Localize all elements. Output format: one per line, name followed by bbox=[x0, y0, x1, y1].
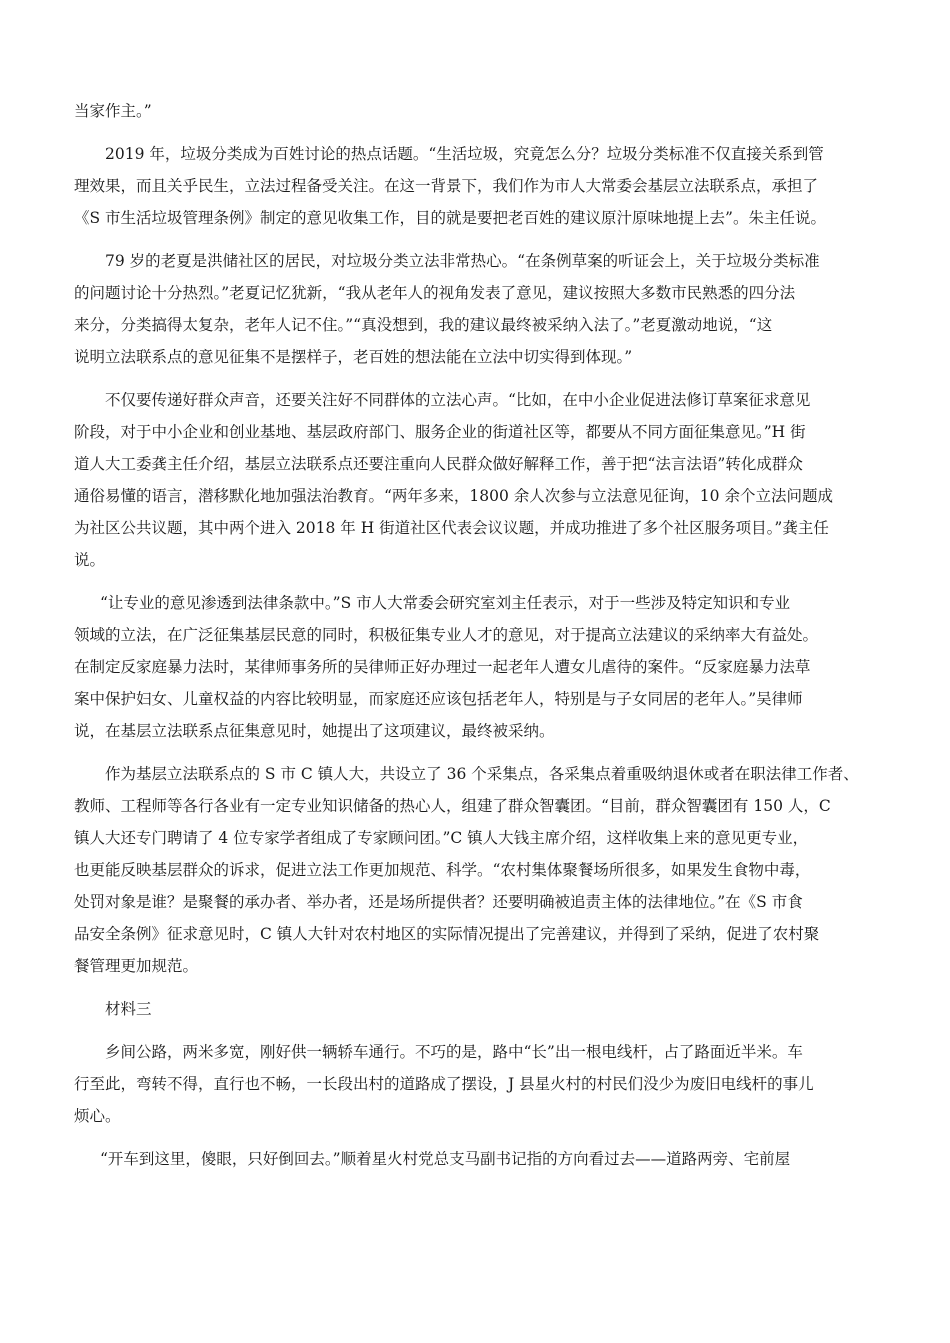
text-line: 处罚对象是谁？是聚餐的承办者、举办者，还是场所提供者？还要明确被追责主体的法律地位。”在《S 市食 bbox=[74, 893, 803, 911]
text-line: 道人大工委龚主任介绍，基层立法联系点还要注重向人民群众做好解释工作，善于把“法言法语”转化成群众 bbox=[74, 455, 803, 473]
text-line: 作为基层立法联系点的 S 市 C 镇人大，共设立了 36 个采集点，各采集点着重吸纳退休或者在职法律工作者、 bbox=[105, 765, 859, 783]
text-line: 教师、工程师等各行各业有一定专业知识储备的热心人，组建了群众智囊团。“目前，群众智囊团有 150 人，C bbox=[74, 797, 831, 815]
text-line: 说明立法联系点的意见征集不是摆样子，老百姓的想法能在立法中切实得到体现。” bbox=[74, 348, 633, 366]
text-line: 79 岁的老夏是洪储社区的居民，对垃圾分类立法非常热心。“在条例草案的听证会上，关于垃圾分类标准 bbox=[105, 252, 820, 270]
paragraph bbox=[74, 384, 880, 576]
text-line: 阶段，对于中小企业和创业基地、基层政府部门、服务企业的街道社区等，都要从不同方面征集意见。”H 街 bbox=[74, 423, 806, 441]
paragraph bbox=[74, 1036, 880, 1132]
text-line: 通俗易懂的语言，潜移默化地加强法治教育。“两年多来，1800 余人次参与立法意见征询，10 余个立法问题成 bbox=[74, 487, 833, 505]
text-line: 案中保护妇女、儿童权益的内容比较明显，而家庭还应该包括老年人，特别是与子女同居的老年人。”吴律师 bbox=[74, 690, 803, 708]
paragraph bbox=[74, 758, 880, 982]
text-line: 的问题讨论十分热烈。”老夏记忆犹新，“我从老年人的视角发表了意见，建议按照大多数市民熟悉的四分法 bbox=[74, 284, 796, 302]
section-heading bbox=[74, 993, 880, 1025]
paragraph bbox=[74, 95, 880, 127]
text-line: 说，在基层立法联系点征集意见时，她提出了这项建议，最终被采纳。 bbox=[74, 722, 555, 740]
text-line: 材料三 bbox=[105, 1000, 152, 1018]
paragraph bbox=[74, 1143, 880, 1175]
text-line: 也更能反映基层群众的诉求，促进立法工作更加规范、科学。“农村集体聚餐场所很多，如果发生食物中毒， bbox=[74, 861, 811, 879]
paragraph bbox=[74, 138, 880, 234]
text-line: 镇人大还专门聘请了 4 位专家学者组成了专家顾问团。”C 镇人大钱主席介绍，这样收集上来的意见更专业， bbox=[74, 829, 809, 847]
text-line: 《S 市生活垃圾管理条例》制定的意见收集工作，目的就是要把老百姓的建议原汁原味地提上去”。朱主任说。 bbox=[74, 209, 826, 227]
text-line: 当家作主。” bbox=[74, 102, 152, 120]
text-line: 行至此，弯转不得，直行也不畅，一长段出村的道路成了摆设，J 县星火村的村民们没少为废旧电线杆的事儿 bbox=[74, 1075, 814, 1093]
paragraph bbox=[74, 587, 880, 747]
text-line: 领域的立法，在广泛征集基层民意的同时，积极征集专业人才的意见，对于提高立法建议的采纳率大有益处。 bbox=[74, 626, 819, 644]
text-line: “让专业的意见渗透到法律条款中。”S 市人大常委会研究室刘主任表示，对于一些涉及特定知识和专业 bbox=[100, 594, 791, 612]
text-line: 品安全条例》征求意见时，C 镇人大针对农村地区的实际情况提出了完善建议，并得到了采纳，促进了农村聚 bbox=[74, 925, 820, 943]
text-line: 来分，分类搞得太复杂，老年人记不住。”“真没想到，我的建议最终被采纳入法了。”老夏激动地说，“这 bbox=[74, 316, 773, 334]
text-line: 烦心。 bbox=[74, 1107, 121, 1125]
paragraph bbox=[74, 245, 880, 373]
text-line: 2019 年，垃圾分类成为百姓讨论的热点话题。“生活垃圾，究竟怎么分？垃圾分类标准不仅直接关系到管 bbox=[105, 145, 824, 163]
text-line: 不仅要传递好群众声音，还要关注好不同群体的立法心声。“比如，在中小企业促进法修订草案征求意见 bbox=[105, 391, 811, 409]
text-line: 为社区公共议题，其中两个进入 2018 年 H 街道社区代表会议议题，并成功推进了多个社区服务项目。”龚主任 bbox=[74, 519, 829, 537]
text-line: 乡间公路，两米多宽，刚好供一辆轿车通行。不巧的是，路中“长”出一根电线杆，占了路面近半米。车 bbox=[105, 1043, 803, 1061]
text-line: 理效果，而且关乎民生，立法过程备受关注。在这一背景下，我们作为市人大常委会基层立法联系点，承担了 bbox=[74, 177, 819, 195]
text-line: “开车到这里，傻眼，只好倒回去。”顺着星火村党总支马副书记指的方向看过去——道路两旁、宅前屋 bbox=[100, 1150, 791, 1168]
text-line: 说。 bbox=[74, 551, 106, 569]
text-line: 在制定反家庭暴力法时，某律师事务所的吴律师正好办理过一起老年人遭女儿虐待的案件。“反家庭暴力法草 bbox=[74, 658, 811, 676]
text-line: 餐管理更加规范。 bbox=[74, 957, 199, 975]
